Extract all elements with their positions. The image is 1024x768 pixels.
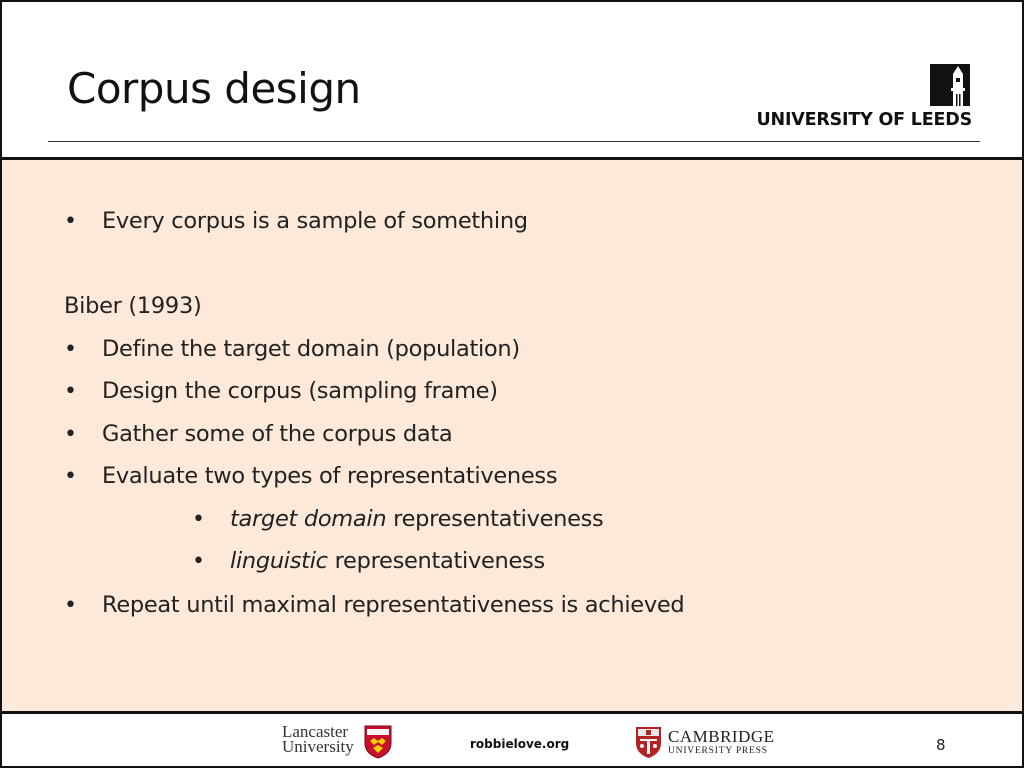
sub-item-emphasis: linguistic	[230, 548, 328, 574]
parkinson-tower-icon	[930, 64, 970, 106]
step-define-domain: Define the target domain (population)	[102, 336, 520, 362]
lancaster-line-2: University	[282, 737, 354, 756]
slide-footer	[2, 714, 1022, 766]
biber-subheading: Biber (1993)	[64, 293, 202, 319]
bullet-repeat: Repeat until maximal representativeness is achieved	[102, 592, 685, 618]
slide-content	[2, 160, 1022, 712]
bullet-marker: •	[64, 464, 77, 489]
slide-header	[2, 2, 1022, 157]
bullet-marker: •	[64, 209, 77, 234]
header-divider	[48, 141, 980, 142]
cambridge-shield-icon	[635, 726, 662, 759]
robbielove-link[interactable]: robbielove.org	[470, 737, 570, 751]
bullet-marker: •	[64, 422, 77, 447]
slide-title: Corpus design	[67, 64, 361, 113]
bullet-marker: •	[64, 337, 77, 362]
cambridge-name: CAMBRIDGE	[668, 727, 775, 746]
lancaster-logo-text	[282, 724, 354, 754]
step-evaluate: Evaluate two types of representativeness	[102, 463, 558, 489]
page-number: 8	[936, 736, 946, 754]
lancaster-university-logo	[282, 724, 394, 762]
lancaster-line-1: Lancaster	[282, 722, 349, 741]
bullet-marker: •	[64, 593, 77, 618]
step-gather-data: Gather some of the corpus data	[102, 421, 453, 447]
leeds-logo-text: UNIVERSITY OF LEEDS	[756, 110, 972, 130]
bullet-every-corpus: Every corpus is a sample of something	[102, 208, 528, 234]
sub-item-rest: representativeness	[386, 506, 604, 532]
cambridge-subtitle: UNIVERSITY PRESS	[668, 746, 768, 756]
cambridge-university-press-logo	[635, 726, 780, 760]
step-design-corpus: Design the corpus (sampling frame)	[102, 378, 498, 404]
bullet-marker: •	[192, 549, 205, 574]
bullet-marker: •	[192, 507, 205, 532]
sub-item-target-domain	[230, 506, 603, 532]
sub-item-emphasis: target domain	[230, 506, 387, 532]
university-of-leeds-logo	[750, 64, 972, 130]
sub-item-linguistic	[230, 548, 545, 574]
lancaster-shield-icon	[364, 725, 392, 759]
sub-item-rest: representativeness	[327, 548, 545, 574]
bullet-marker: •	[64, 379, 77, 404]
